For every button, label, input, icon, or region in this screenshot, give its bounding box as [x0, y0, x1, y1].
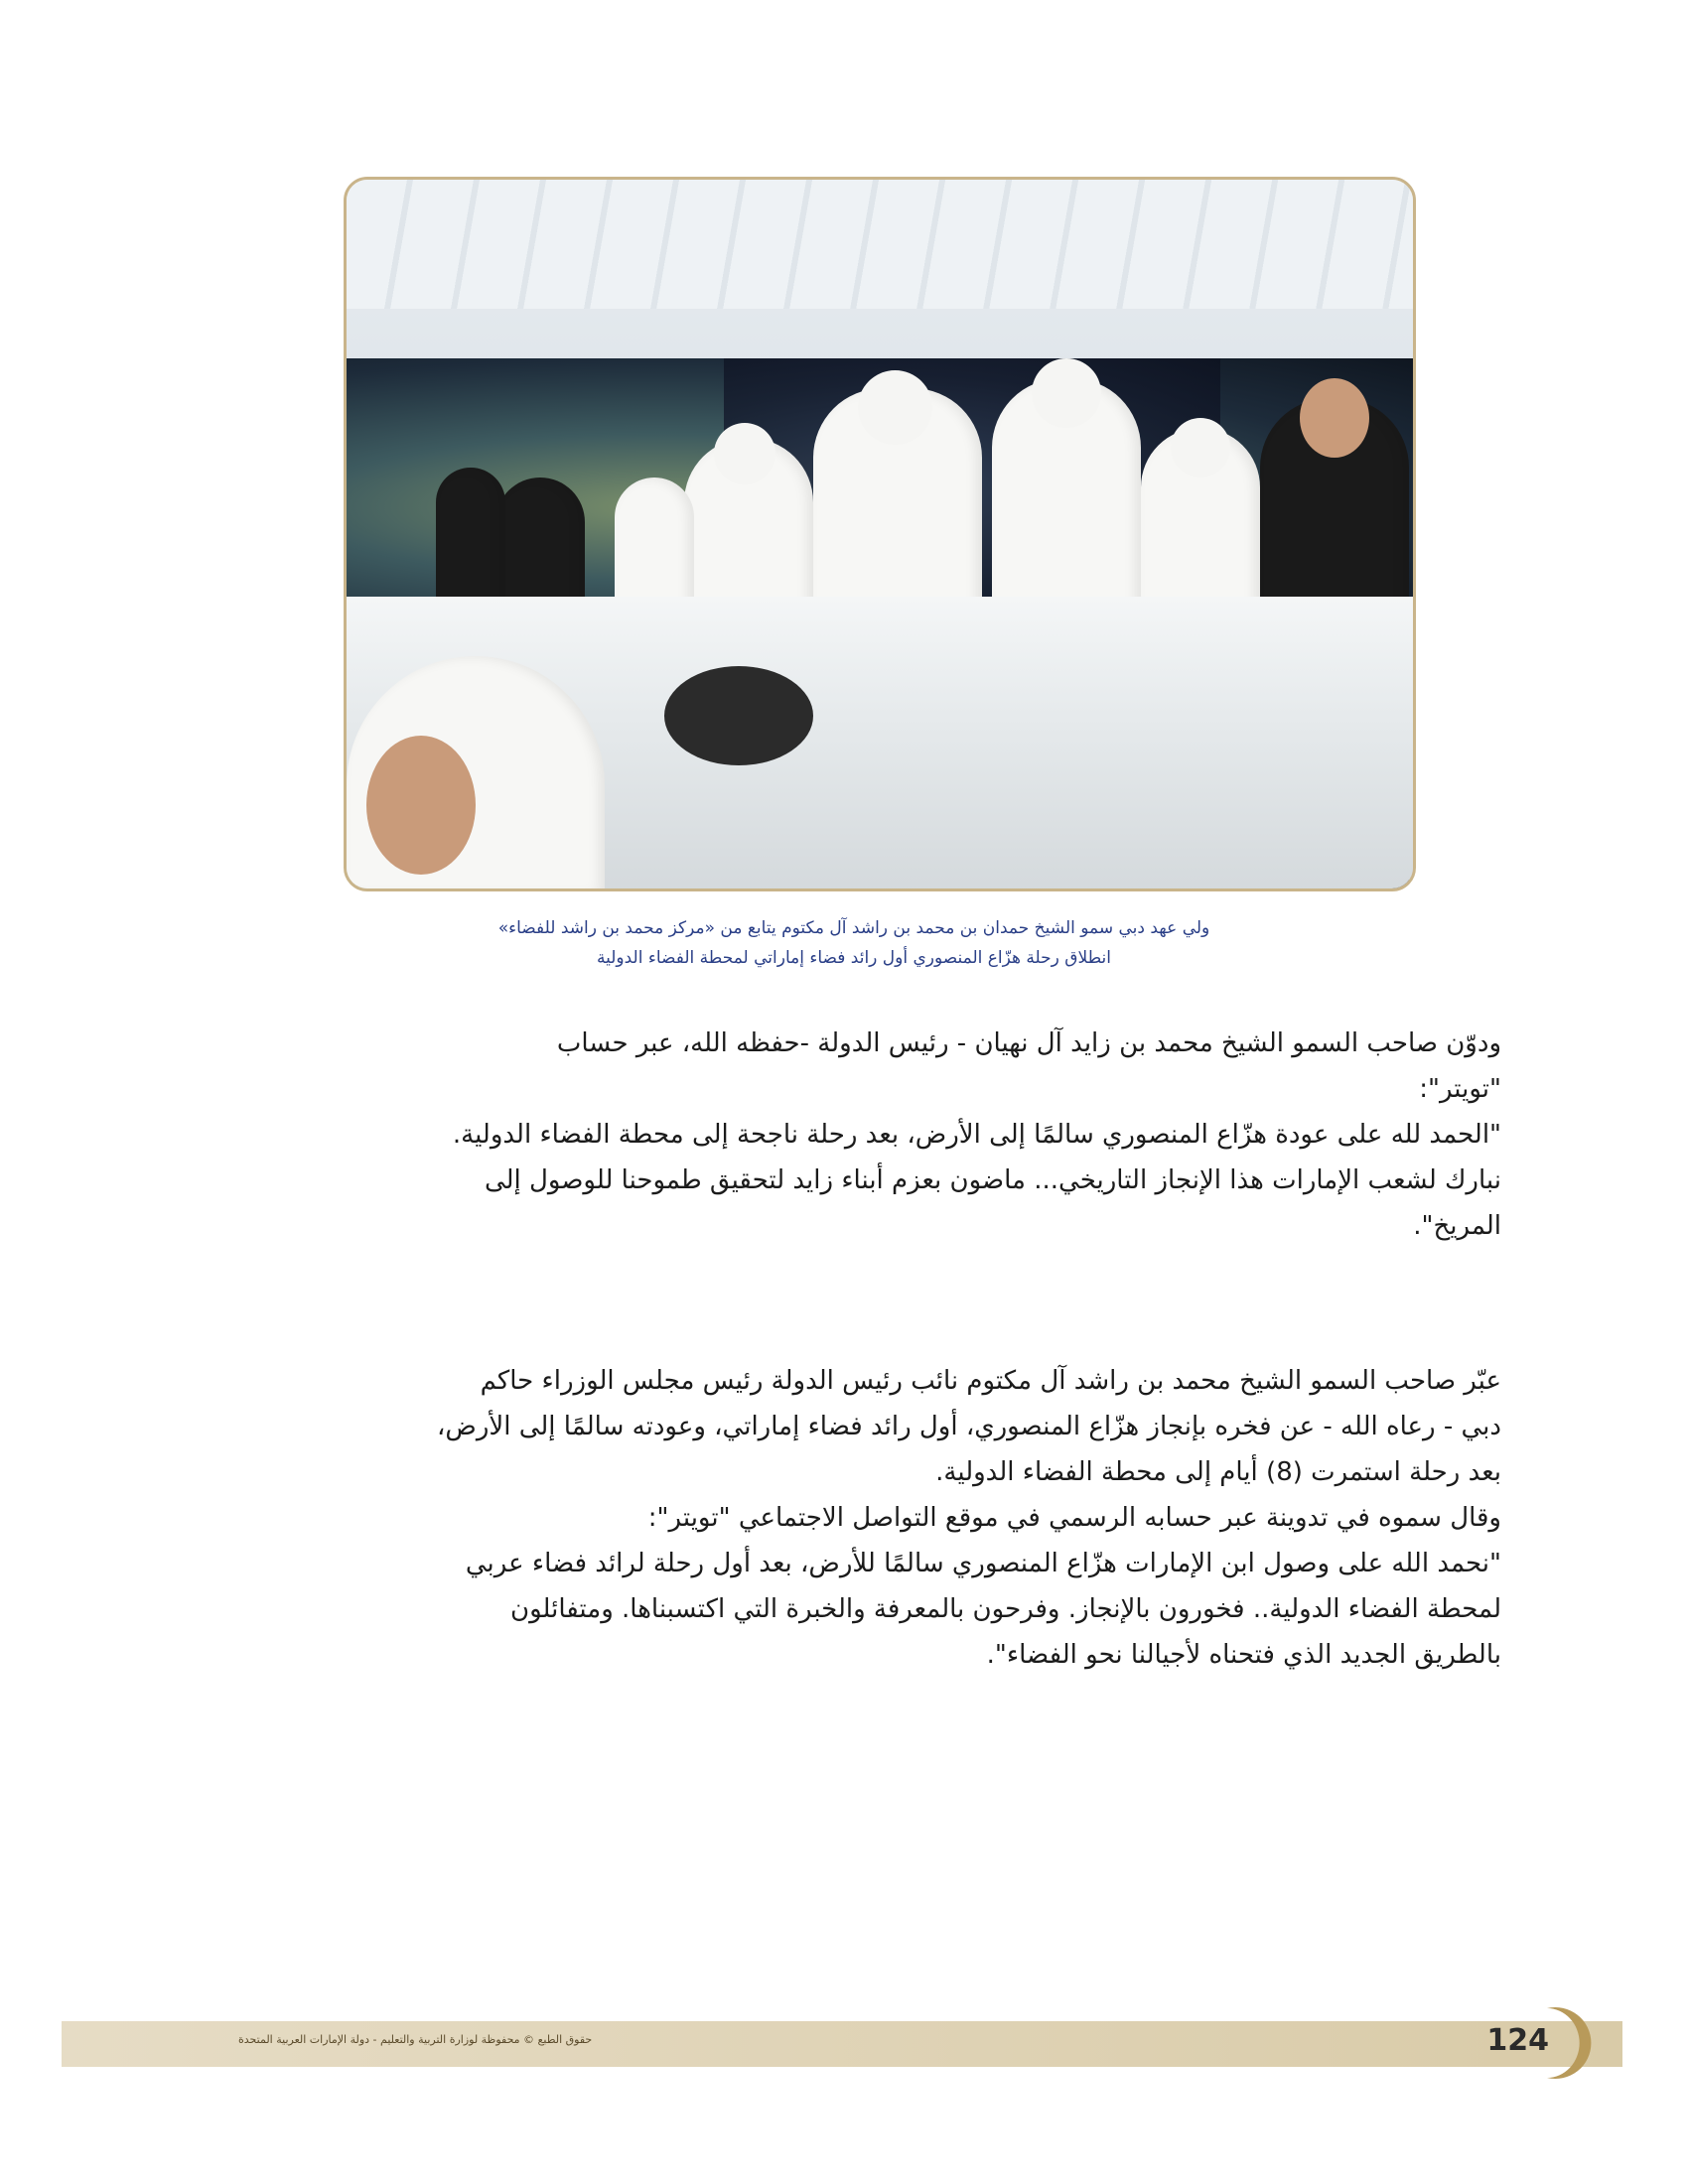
photo-figure-head: [714, 423, 775, 484]
paragraph-line: بالطريق الجديد الذي فتحناه لأجيالنا نحو الفضاء".: [986, 1640, 1501, 1670]
photo-caption: [298, 913, 1410, 973]
photo-figure-head: [1171, 418, 1230, 478]
paragraph-line: "نحمد الله على وصول ابن الإمارات هزّاع المنصوري سالمًا للأرض، بعد أول رحلة لرائد فضاء عربي: [465, 1549, 1501, 1578]
paragraph-line: وقال سموه في تدوينة عبر حسابه الرسمي في موقع التواصل الاجتماعي "تويتر":: [647, 1503, 1501, 1533]
paragraph-line: "الحمد لله على عودة هزّاع المنصوري سالمًا إلى الأرض، بعد رحلة ناجحة إلى محطة الفضاء الدولية.: [452, 1120, 1501, 1150]
photo-ceiling: [347, 180, 1413, 309]
page-number: 124: [1486, 2023, 1549, 2058]
photo-chair: [664, 666, 813, 765]
crescent-icon: [1527, 2003, 1597, 2083]
paragraph-line: لمحطة الفضاء الدولية.. فخورون بالإنجاز. وفرحون بالمعرفة والخبرة التي اكتسبناها. ومتفائلون: [509, 1594, 1501, 1624]
paragraph-line: بعد رحلة استمرت (8) أيام إلى محطة الفضاء الدولية.: [935, 1457, 1501, 1487]
photo-figure-head: [858, 370, 932, 445]
photo-figure-head: [1300, 378, 1369, 458]
footer-copyright: حقوق الطبع © محفوظة لوزارة التربية والتعليم - دولة الإمارات العربية المتحدة: [238, 2033, 593, 2046]
caption-line: انطلاق رحلة هزّاع المنصوري أول رائد فضاء إماراتي لمحطة الفضاء الدولية: [596, 948, 1112, 968]
caption-line: ولي عهد دبي سمو الشيخ حمدان بن محمد بن راشد آل مكتوم يتابع من «مركز محمد بن راشد للفضاء»: [497, 918, 1210, 938]
photo-figure-head: [366, 736, 476, 875]
photo-figure-head: [1032, 358, 1101, 428]
paragraph-line: ودوّن صاحب السمو الشيخ محمد بن زايد آل نهيان - رئيس الدولة -حفظه الله، عبر حساب: [556, 1028, 1501, 1058]
paragraph-line: "تويتر":: [1419, 1074, 1501, 1104]
paragraph-tweet-president: [254, 1021, 1501, 1249]
paragraph-line: المريخ".: [1413, 1211, 1501, 1241]
paragraph-line: دبي - رعاه الله - عن فخره بإنجاز هزّاع المنصوري، أول رائد فضاء إماراتي، وعودته سالمًا إلى الأرض،: [437, 1412, 1501, 1441]
paragraph-line: نبارك لشعب الإمارات هذا الإنجاز التاريخي... ماضون بعزم أبناء زايد لتحقيق طموحنا للوصول إلى: [484, 1165, 1501, 1195]
paragraph-tweet-vice-president: [254, 1358, 1501, 1678]
paragraph-line: عبّر صاحب السمو الشيخ محمد بن راشد آل مكتوم نائب رئيس الدولة رئيس مجلس الوزراء حاكم: [480, 1366, 1501, 1396]
event-photo: [344, 177, 1416, 891]
